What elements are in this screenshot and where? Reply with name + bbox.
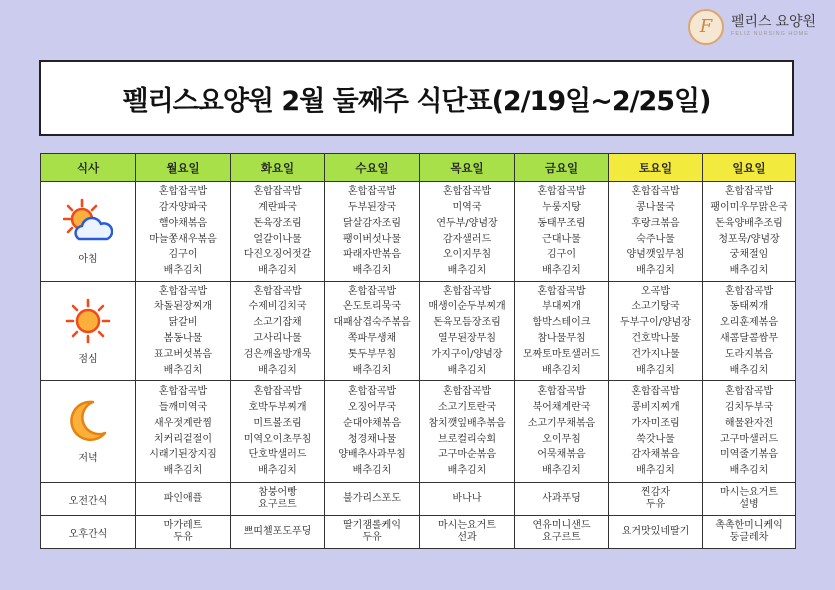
menu-item: 배추김치 [542, 465, 581, 477]
menu-cell [515, 282, 609, 381]
menu-cell [420, 282, 515, 381]
menu-item: 숙주나물 [636, 233, 675, 245]
snack-row [41, 483, 796, 516]
menu-item: 오이무침 [542, 433, 581, 445]
menu-item: 배추김치 [729, 364, 769, 376]
menu-cell [703, 381, 796, 483]
menu-item: 새우젓계란찜 [154, 417, 212, 429]
menu-item: 단호박샐러드 [248, 449, 307, 461]
menu-item: 햄야채볶음 [158, 217, 208, 229]
menu-item: 모짜토마토샐러드 [522, 348, 601, 360]
meal-label: 점심 [78, 353, 98, 365]
menu-item: 시래기된장지짐 [149, 449, 217, 461]
snack-cell [515, 516, 609, 549]
menu-item: 함박스테이크 [532, 317, 591, 329]
menu-item: 봄동나물 [163, 333, 203, 344]
menu-item: 소고기잡채 [253, 317, 302, 329]
menu-item: 동태무조림 [537, 217, 586, 229]
menu-item: 닭살감자조림 [343, 217, 401, 229]
snack-cell [231, 516, 325, 549]
menu-item: 요구르트 [258, 499, 297, 510]
menu-item: 선과 [457, 532, 477, 543]
menu-item: 청경채나물 [347, 433, 397, 445]
menu-item: 쁘띠첼포도푸딩 [243, 526, 312, 537]
menu-item: 미역오이초무침 [243, 433, 312, 445]
snack-label: 오후간식 [41, 516, 136, 549]
menu-item: 배추김치 [258, 364, 297, 376]
menu-item: 사과푸딩 [542, 493, 581, 504]
menu-item: 김구이 [168, 249, 198, 261]
menu-item: 치커리겉절이 [154, 433, 212, 445]
menu-item: 연유미니샌드 [532, 520, 591, 531]
menu-item: 동태찌개 [729, 301, 769, 313]
menu-cell [136, 182, 231, 282]
header-day: 금요일 [515, 154, 609, 182]
menu-item: 혼합잡곡밥 [158, 386, 208, 398]
menu-cell [609, 381, 703, 483]
menu-cell [420, 182, 515, 282]
menu-item: 차돌된장찌개 [154, 301, 212, 313]
snack-cell [136, 483, 231, 516]
menu-item: 혼합잡곡밥 [253, 186, 302, 198]
menu-item: 파래자반볶음 [343, 249, 401, 261]
menu-item: 연두부/양념장 [436, 217, 498, 229]
menu-item: 혼합잡곡밥 [347, 186, 397, 198]
menu-item: 설병 [739, 499, 759, 510]
menu-item: 김구이 [547, 249, 576, 261]
menu-item: 혼합잡곡밥 [347, 386, 397, 398]
menu-cell [703, 182, 796, 282]
menu-item: 배추김치 [163, 465, 203, 477]
menu-item: 혼합잡곡밥 [158, 285, 208, 297]
menu-item: 배추김치 [258, 465, 297, 477]
menu-item: 가자미조림 [631, 417, 680, 429]
menu-item: 콩나물국 [636, 201, 675, 213]
menu-cell [325, 182, 420, 282]
header-day: 토요일 [609, 154, 703, 182]
menu-item: 돈육모듬장조림 [433, 317, 501, 329]
menu-item: 청포묵/양념장 [718, 233, 780, 245]
menu-item: 들깨미역국 [158, 401, 208, 413]
menu-item: 마가레트 [163, 520, 203, 531]
snack-cell [515, 483, 609, 516]
meal-row [41, 381, 796, 483]
snack-cell [609, 483, 703, 516]
menu-item: 혼합잡곡밥 [537, 285, 586, 297]
menu-item: 배추김치 [352, 265, 392, 277]
menu-item: 혼합잡곡밥 [537, 386, 586, 398]
menu-item: 찐감자 [641, 487, 670, 498]
snack-cell [325, 516, 420, 549]
menu-item: 근대나물 [542, 233, 581, 245]
menu-item: 혼합잡곡밥 [442, 386, 492, 398]
snack-cell [420, 483, 515, 516]
snack-cell [703, 483, 796, 516]
menu-item: 미역줄기볶음 [720, 449, 778, 461]
menu-cell [515, 182, 609, 282]
menu-item: 브로컬리숙회 [438, 433, 496, 445]
menu-item: 참붕어빵 [258, 487, 297, 498]
menu-item: 요거맛있네딸기 [621, 526, 690, 537]
menu-cell [609, 182, 703, 282]
menu-item: 배추김치 [447, 265, 487, 277]
menu-item: 참나물무침 [537, 333, 586, 344]
snack-cell [325, 483, 420, 516]
menu-table [40, 153, 796, 549]
header-day: 화요일 [231, 154, 325, 182]
menu-item: 배추김치 [352, 364, 392, 376]
menu-item: 혼합잡곡밥 [158, 186, 208, 198]
menu-item: 수제비김치국 [248, 301, 307, 313]
menu-cell [420, 381, 515, 483]
menu-item: 팽이미우무맑은국 [710, 201, 788, 213]
snack-cell [420, 516, 515, 549]
snack-cell [136, 516, 231, 549]
menu-item: 얼갈이나물 [253, 233, 302, 245]
meal-label-cell [41, 381, 136, 483]
meal-label-cell [41, 182, 136, 282]
menu-item: 배추김치 [163, 364, 203, 376]
menu-item: 마시는요거트 [720, 487, 778, 498]
menu-item: 혼합잡곡밥 [724, 386, 774, 398]
header-day: 일요일 [703, 154, 796, 182]
menu-cell [703, 282, 796, 381]
menu-item: 혼합잡곡밥 [631, 386, 680, 398]
moon-icon [41, 399, 135, 443]
menu-cell [515, 381, 609, 483]
menu-item: 혼합잡곡밥 [442, 186, 492, 198]
menu-item: 혼합잡곡밥 [347, 285, 397, 297]
menu-item: 두부구이/양념장 [620, 317, 691, 329]
menu-item: 쪽파무생채 [347, 333, 397, 344]
menu-item: 닭갈비 [168, 317, 198, 329]
menu-item: 고구마샐러드 [720, 433, 778, 445]
brand-subtitle: FELIZ NURSING HOME [731, 31, 809, 37]
menu-item: 배추김치 [729, 265, 769, 277]
menu-item: 톳두부무침 [347, 348, 397, 360]
menu-item: 오징어무국 [347, 401, 397, 413]
menu-item: 계란파국 [258, 201, 297, 213]
menu-item: 해물완자전 [724, 417, 774, 429]
snack-cell [231, 483, 325, 516]
menu-item: 배추김치 [542, 265, 581, 277]
menu-item: 바나나 [452, 493, 482, 504]
page-title: 펠리스요양원 2월 둘째주 식단표(2/19일~2/25일) [122, 85, 711, 117]
menu-cell [136, 381, 231, 483]
menu-item: 배추김치 [258, 265, 297, 277]
menu-item: 도라지볶음 [724, 348, 774, 360]
menu-item: 배추김치 [352, 465, 392, 477]
menu-item: 소고기탕국 [631, 301, 680, 313]
menu-item: 고사리나물 [253, 333, 302, 344]
meal-row [41, 182, 796, 282]
menu-item: 순대야채볶음 [343, 417, 401, 429]
menu-item: 배추김치 [636, 265, 675, 277]
menu-item: 고구마순볶음 [438, 449, 496, 461]
menu-item: 오리훈제볶음 [720, 317, 778, 329]
menu-item: 두유 [362, 532, 382, 543]
snack-row [41, 516, 796, 549]
menu-item: 참치깻잎배추볶음 [428, 417, 506, 429]
menu-item: 촉촉한미니케익 [715, 520, 783, 531]
menu-item: 혼합잡곡밥 [537, 186, 586, 198]
menu-item: 양념깻잎무침 [626, 249, 685, 261]
menu-item: 미역국 [452, 201, 482, 213]
menu-item: 표고버섯볶음 [154, 348, 212, 360]
menu-item: 혼합잡곡밥 [253, 386, 302, 398]
meal-label-cell [41, 282, 136, 381]
menu-item: 북어채계란국 [532, 401, 591, 413]
sun-cloud-icon [41, 198, 135, 244]
menu-item: 혼합잡곡밥 [253, 285, 302, 297]
menu-item: 두부된장국 [347, 201, 397, 213]
menu-item: 부대찌개 [542, 301, 581, 313]
menu-item: 미트볼조림 [253, 417, 302, 429]
menu-item: 새콤달콤쌈무 [720, 333, 778, 344]
snack-cell [609, 516, 703, 549]
header-day: 월요일 [136, 154, 231, 182]
menu-item: 팽이버섯나물 [343, 233, 401, 245]
menu-item: 배추김치 [447, 364, 487, 376]
menu-item: 혼합잡곡밥 [631, 186, 680, 198]
menu-item: 오이지무침 [442, 249, 492, 261]
header-day: 수요일 [325, 154, 420, 182]
menu-cell [231, 282, 325, 381]
meal-label: 아침 [78, 254, 98, 265]
menu-item: 매생이순두부찌개 [428, 301, 506, 313]
menu-item: 둥글레차 [729, 532, 769, 543]
menu-item: 건가지나물 [631, 348, 680, 360]
menu-item: 감자채볶음 [631, 449, 680, 461]
menu-item: 검은깨올방개묵 [243, 348, 312, 360]
menu-cell [609, 282, 703, 381]
menu-item: 딸기잼롤케익 [343, 520, 401, 531]
menu-item: 마시는요거트 [438, 520, 496, 531]
menu-item: 소고기무채볶음 [527, 417, 596, 429]
menu-item: 불가리스포도 [343, 493, 401, 504]
menu-item: 요구르트 [542, 532, 581, 543]
menu-item: 열무된장무침 [438, 333, 496, 344]
menu-item: 두유 [173, 532, 193, 543]
sun-icon [41, 298, 135, 344]
menu-item: 혼합잡곡밥 [724, 186, 774, 198]
menu-item: 누룽지탕 [542, 201, 581, 213]
meal-row [41, 282, 796, 381]
snack-label: 오전간식 [41, 483, 136, 516]
menu-item: 소고기토란국 [438, 401, 496, 413]
menu-item: 배추김치 [636, 465, 675, 477]
menu-item: 가지구이/양념장 [431, 348, 503, 360]
menu-item: 양배추사과무침 [338, 449, 406, 461]
header-meal: 식사 [41, 154, 136, 182]
menu-item: 콩비지찌개 [631, 401, 680, 413]
title-box [39, 60, 794, 136]
menu-item: 파인애플 [163, 493, 203, 504]
menu-item: 다진오징어젓갈 [243, 249, 312, 261]
menu-item: 건호박나물 [631, 333, 680, 344]
menu-item: 돈육장조림 [253, 217, 302, 229]
menu-item: 두유 [645, 499, 666, 510]
menu-item: 배추김치 [447, 465, 487, 477]
menu-cell [231, 381, 325, 483]
menu-item: 감자샐러드 [442, 233, 492, 245]
menu-item: 궁채절임 [729, 249, 769, 261]
menu-cell [136, 282, 231, 381]
menu-item: 배추김치 [636, 364, 675, 376]
menu-item: 배추김치 [542, 364, 581, 376]
menu-item: 대패삼겹숙주볶음 [333, 317, 411, 329]
brand-name: 펠리스 요양원 [731, 13, 817, 29]
logo-emblem-icon: F [688, 9, 724, 45]
menu-cell [325, 381, 420, 483]
menu-item: 혼합잡곡밥 [442, 285, 492, 297]
snack-cell [703, 516, 796, 549]
menu-item: 마늘쫑새우볶음 [149, 233, 217, 245]
menu-item: 혼합잡곡밥 [724, 285, 774, 297]
header-day: 목요일 [420, 154, 515, 182]
menu-item: 돈육양배추조림 [715, 217, 783, 229]
menu-item: 김치두부국 [724, 401, 774, 413]
menu-item: 어묵채볶음 [537, 449, 586, 461]
menu-item: 오곡밥 [641, 285, 670, 297]
menu-item: 온도토리묵국 [343, 301, 401, 313]
meal-label: 저녁 [78, 453, 98, 464]
menu-item: 쑥갓나물 [636, 433, 675, 445]
menu-item: 감자양파국 [158, 201, 208, 213]
menu-cell [231, 182, 325, 282]
menu-item: 후랑크볶음 [631, 217, 680, 229]
menu-cell [325, 282, 420, 381]
brand-logo [688, 8, 830, 46]
menu-item: 배추김치 [729, 465, 769, 477]
menu-item: 호박두부찌개 [248, 401, 307, 413]
menu-item: 배추김치 [163, 265, 203, 277]
